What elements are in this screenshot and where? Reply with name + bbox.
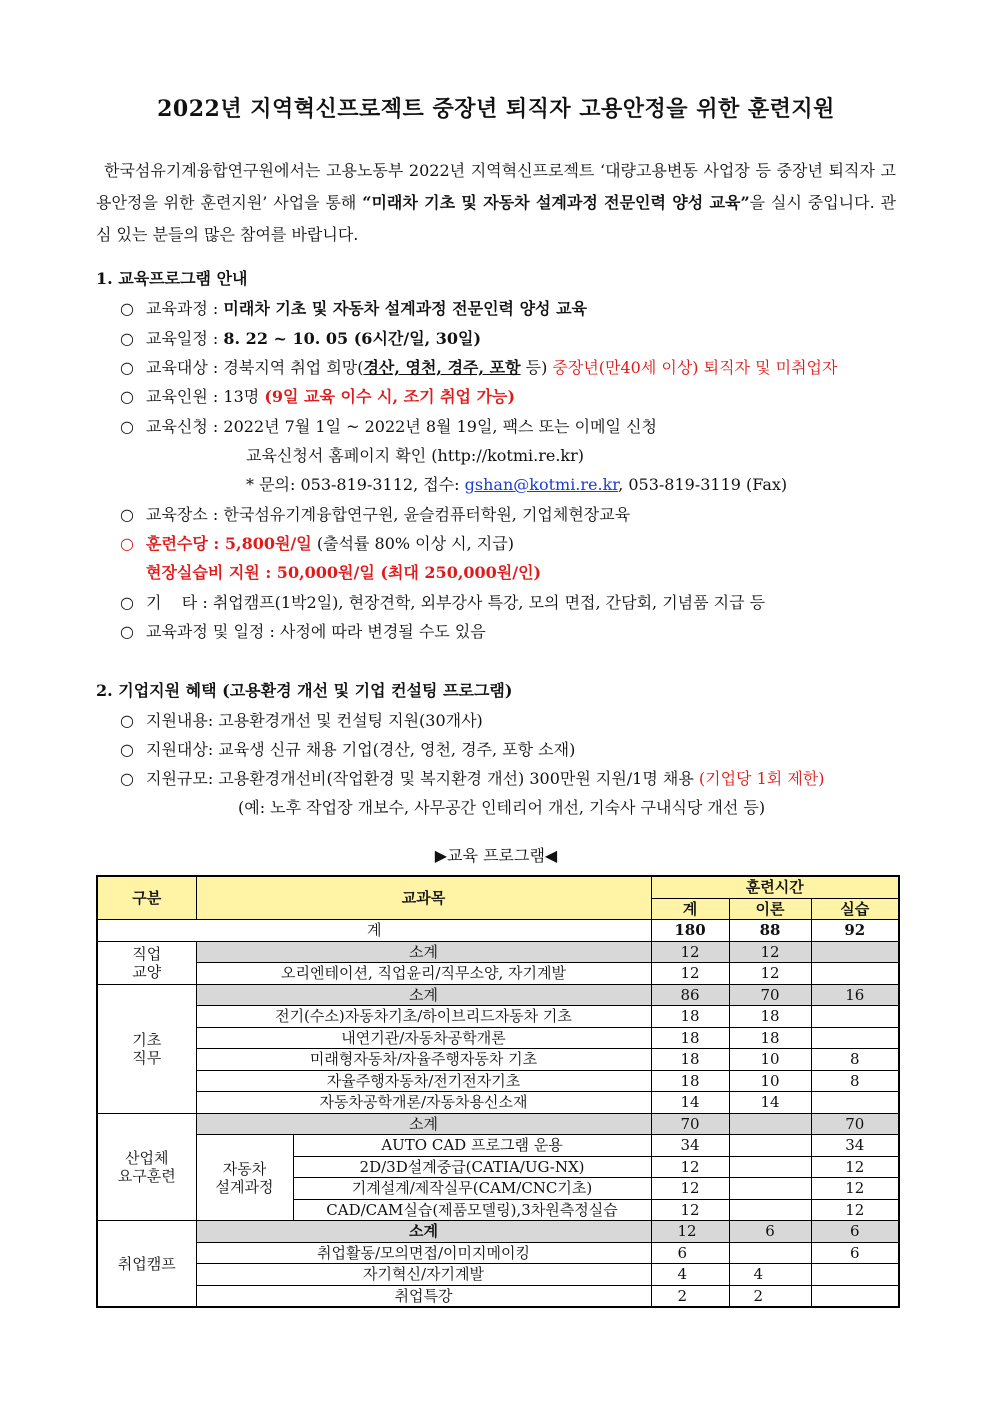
- grand-total: 180: [651, 920, 729, 942]
- bullet-icon: ○: [120, 299, 134, 318]
- bullet-icon: ○: [120, 505, 134, 524]
- g3-category: 산업체 요구훈련: [97, 1113, 196, 1221]
- row-total: 2: [651, 1285, 729, 1307]
- schedule-label: 교육일정 :: [146, 329, 219, 348]
- row-subject: 자동차공학개론/자동차용신소재: [196, 1092, 651, 1114]
- email-link[interactable]: gshan@kotmi.re.kr: [464, 475, 619, 494]
- g4-subtotal-row: [97, 1221, 899, 1243]
- apply-value: 2022년 7월 1일 ~ 2022년 8월 19일, 팩스 또는 이메일 신청: [223, 417, 657, 436]
- row-subject: 미래형자동차/자율주행자동차 기초: [196, 1049, 651, 1071]
- row-practice: [811, 1264, 899, 1286]
- place-line: [120, 502, 630, 525]
- row-theory: 18: [729, 1027, 811, 1049]
- row-subject: 2D/3D설계중급(CATIA/UG-NX): [293, 1156, 651, 1178]
- bullet-icon: ○: [120, 769, 134, 788]
- row-total: 34: [651, 1135, 729, 1157]
- g4-subtotal-label: 소계: [196, 1221, 651, 1243]
- table-row: [97, 1092, 899, 1114]
- bullet-icon: ○: [120, 711, 134, 730]
- row-practice: 8: [811, 1049, 899, 1071]
- bullet-icon: ○: [120, 593, 134, 612]
- table-row: [97, 1027, 899, 1049]
- header-category: 구분: [97, 876, 196, 920]
- g1-sub-total: 12: [651, 941, 729, 963]
- schedule-value: 8. 22 ~ 10. 05 (6시간/일, 30일): [223, 329, 482, 348]
- bullet-icon: ○: [120, 534, 134, 553]
- place-label: 교육장소 :: [146, 505, 219, 524]
- bullet-icon: ○: [120, 358, 134, 377]
- row-theory: 4: [729, 1264, 811, 1286]
- row-theory: [729, 1156, 811, 1178]
- course-label: 교육과정 :: [146, 299, 219, 318]
- row-subject: 취업특강: [196, 1285, 651, 1307]
- row-theory: 18: [729, 1006, 811, 1028]
- table-row: [97, 1049, 899, 1071]
- g2-subtotal-label: 소계: [196, 984, 651, 1006]
- table-row: [97, 1135, 899, 1157]
- row-subject: 전기(수소)자동차기초/하이브리드자동차 기초: [196, 1006, 651, 1028]
- people-label: 교육인원 :: [146, 387, 219, 406]
- row-total: 12: [651, 1178, 729, 1200]
- table-row: [97, 1285, 899, 1307]
- row-total: 12: [651, 1156, 729, 1178]
- section1-title: 1. 교육프로그램 안내: [96, 269, 248, 288]
- row-theory: 14: [729, 1092, 811, 1114]
- row-practice: [811, 963, 899, 985]
- row-total: 14: [651, 1092, 729, 1114]
- etc-line: [120, 590, 765, 613]
- g3-sub-theory: [729, 1113, 811, 1135]
- table-row: [97, 1006, 899, 1028]
- row-subject: 내연기관/자동차공학개론: [196, 1027, 651, 1049]
- schedule-line: [120, 326, 481, 349]
- allowance-value: 훈련수당 : 5,800원/일: [146, 534, 312, 553]
- change-line: [120, 619, 486, 642]
- place-value: 한국섬유기계융합연구원, 윤슬컴퓨터학원, 기업체현장교육: [223, 505, 631, 524]
- apply-label: 교육신청 :: [146, 417, 219, 436]
- support-scale-limit: (기업당 1회 제한): [698, 769, 825, 788]
- bullet-icon: ○: [120, 622, 134, 641]
- support-content-line: [120, 708, 483, 731]
- bullet-icon: ○: [120, 329, 134, 348]
- row-practice: 34: [811, 1135, 899, 1157]
- g2-sub-total: 86: [651, 984, 729, 1006]
- people-red: (9일 교육 이수 시, 조기 취업 가능): [264, 387, 516, 406]
- table-row: [97, 1242, 899, 1264]
- course-value: 미래차 기초 및 자동차 설계과정 전문인력 양성 교육: [223, 299, 587, 318]
- apply-contact: [246, 472, 787, 495]
- row-total: 18: [651, 1070, 729, 1092]
- row-theory: [729, 1135, 811, 1157]
- grand-practice: 92: [811, 920, 899, 942]
- row-theory: 2: [729, 1285, 811, 1307]
- grand-total-label: 계: [97, 920, 651, 942]
- g1-sub-theory: 12: [729, 941, 811, 963]
- table-caption: ▶교육 프로그램◀: [434, 846, 558, 865]
- row-practice: [811, 1285, 899, 1307]
- row-theory: [729, 1178, 811, 1200]
- target-pre: 경북지역 취업 희망(: [223, 358, 364, 377]
- row-practice: 6: [811, 1242, 899, 1264]
- g1-sub-practice: [811, 941, 899, 963]
- row-theory: 10: [729, 1049, 811, 1071]
- header-theory: 이론: [729, 898, 811, 920]
- header-total: 계: [651, 898, 729, 920]
- allowance-line: [120, 531, 514, 554]
- intro-text-end: 을 실시 중입니다. 관심 있는 분들의 많은 참여를 바랍니다.: [96, 193, 896, 244]
- g2-sub-practice: 16: [811, 984, 899, 1006]
- people-value: 13명: [223, 387, 260, 406]
- row-practice: [811, 1092, 899, 1114]
- row-total: 18: [651, 1006, 729, 1028]
- table-row: [97, 1264, 899, 1286]
- target-regions: 경산, 영천, 경주, 포항: [363, 358, 521, 377]
- row-practice: [811, 1006, 899, 1028]
- header-subject: 교과목: [196, 876, 651, 920]
- table-row: [97, 1070, 899, 1092]
- row-total: 18: [651, 1027, 729, 1049]
- row-subject: 자율주행자동차/전기전자기초: [196, 1070, 651, 1092]
- row-practice: 8: [811, 1070, 899, 1092]
- table-row: [97, 963, 899, 985]
- intro-text: 한국섬유기계융합연구원에서는 고용노동부 2022년 지역혁신프로젝트 ‘대량고용변동 사업장 등 중장년 퇴직자 고용안정을 위한 훈련지원’ 사업을 통해: [96, 161, 896, 212]
- grand-theory: 88: [729, 920, 811, 942]
- section2-title: 2. 기업지원 혜택 (고용환경 개선 및 기업 컨설팅 프로그램): [96, 681, 513, 700]
- g3-subtotal-row: [97, 1113, 899, 1135]
- target-red: 중장년(만40세 이상) 퇴직자 및 미취업자: [552, 358, 838, 377]
- support-scale: 지원규모: 고용환경개선비(작업환경 및 복지환경 개선) 300만원 지원/1명 채용: [146, 769, 699, 788]
- g1-subtotal-label: 소계: [196, 941, 651, 963]
- row-subject: AUTO CAD 프로그램 운용: [293, 1135, 651, 1157]
- g1-category: 직업 교양: [97, 941, 196, 984]
- support-scale-line: [120, 766, 824, 789]
- contact-post: , 053-819-3119 (Fax): [618, 475, 788, 494]
- header-practice: 실습: [811, 898, 899, 920]
- row-subject: 자기혁신/자기계발: [196, 1264, 651, 1286]
- row-subject: 기계설계/제작실무(CAM/CNC기초): [293, 1178, 651, 1200]
- support-content: 지원내용: 고용환경개선 및 컨설팅 지원(30개사): [146, 711, 483, 730]
- row-total: 12: [651, 1199, 729, 1221]
- support-target-line: [120, 737, 575, 760]
- page-title: 2022년 지역혁신프로젝트 중장년 퇴직자 고용안정을 위한 훈련지원: [157, 96, 835, 122]
- contact-pre: * 문의: 053-819-3112, 접수:: [246, 475, 465, 494]
- row-total: 18: [651, 1049, 729, 1071]
- g1-subtotal-row: [97, 941, 899, 963]
- row-practice: [811, 1027, 899, 1049]
- support-target: 지원대상: 교육생 신규 채용 기업(경산, 영천, 경주, 포항 소재): [146, 740, 576, 759]
- row-theory: [729, 1199, 811, 1221]
- target-line: [120, 355, 837, 378]
- support-example: (예: 노후 작업장 개보수, 사무공간 인테리어 개선, 기숙사 구내식당 개선 등): [238, 798, 766, 817]
- header-hours: 훈련시간: [651, 876, 899, 898]
- bullet-icon: ○: [120, 417, 134, 436]
- g3-inner-category: 자동차 설계과정: [196, 1135, 293, 1221]
- field-support-line: 현장실습비 지원 : 50,000원/일 (최대 250,000원/인): [146, 563, 542, 582]
- apply-line: [120, 414, 657, 437]
- people-line: [120, 384, 515, 407]
- row-theory: 12: [729, 963, 811, 985]
- g4-sub-theory: 6: [729, 1221, 811, 1243]
- change-note: 교육과정 및 일정 : 사정에 따라 변경될 수도 있음: [146, 622, 486, 641]
- row-practice: 12: [811, 1199, 899, 1221]
- intro-paragraph: [96, 155, 896, 251]
- row-practice: 12: [811, 1156, 899, 1178]
- intro-course-name: “미래차 기초 및 자동차 설계과정 전문인력 양성 교육”: [362, 193, 750, 212]
- g4-category: 취업캠프: [97, 1221, 196, 1308]
- allowance-note: (출석률 80% 이상 시, 지급): [311, 534, 514, 553]
- g2-sub-theory: 70: [729, 984, 811, 1006]
- course-line: [120, 296, 587, 319]
- row-subject: 오리엔테이션, 직업윤리/직무소양, 자기계발: [196, 963, 651, 985]
- row-total: 12: [651, 963, 729, 985]
- grand-total-row: [97, 920, 899, 942]
- g2-subtotal-row: [97, 984, 899, 1006]
- row-total: 4: [651, 1264, 729, 1286]
- row-theory: 10: [729, 1070, 811, 1092]
- etc-value: 취업캠프(1박2일), 현장견학, 외부강사 특강, 모의 면접, 간담회, 기념품 지급 등: [212, 593, 766, 612]
- row-theory: [729, 1242, 811, 1264]
- row-subject: CAD/CAM실습(제품모델링),3차원측정실습: [293, 1199, 651, 1221]
- target-mid: 등): [520, 358, 553, 377]
- g3-sub-practice: 70: [811, 1113, 899, 1135]
- g4-sub-practice: 6: [811, 1221, 899, 1243]
- row-total: 6: [651, 1242, 729, 1264]
- g4-sub-total: 12: [651, 1221, 729, 1243]
- program-table: [96, 875, 900, 1308]
- bullet-icon: ○: [120, 387, 134, 406]
- bullet-icon: ○: [120, 740, 134, 759]
- target-label: 교육대상 :: [146, 358, 219, 377]
- g2-category: 기초 직무: [97, 984, 196, 1113]
- g3-subtotal-label: 소계: [196, 1113, 651, 1135]
- row-practice: 12: [811, 1178, 899, 1200]
- g3-sub-total: 70: [651, 1113, 729, 1135]
- etc-label: 기 타 :: [146, 593, 208, 612]
- row-subject: 취업활동/모의면접/이미지메이킹: [196, 1242, 651, 1264]
- apply-homepage: 교육신청서 홈페이지 확인 (http://kotmi.re.kr): [246, 446, 585, 465]
- table-header-row: [97, 876, 899, 898]
